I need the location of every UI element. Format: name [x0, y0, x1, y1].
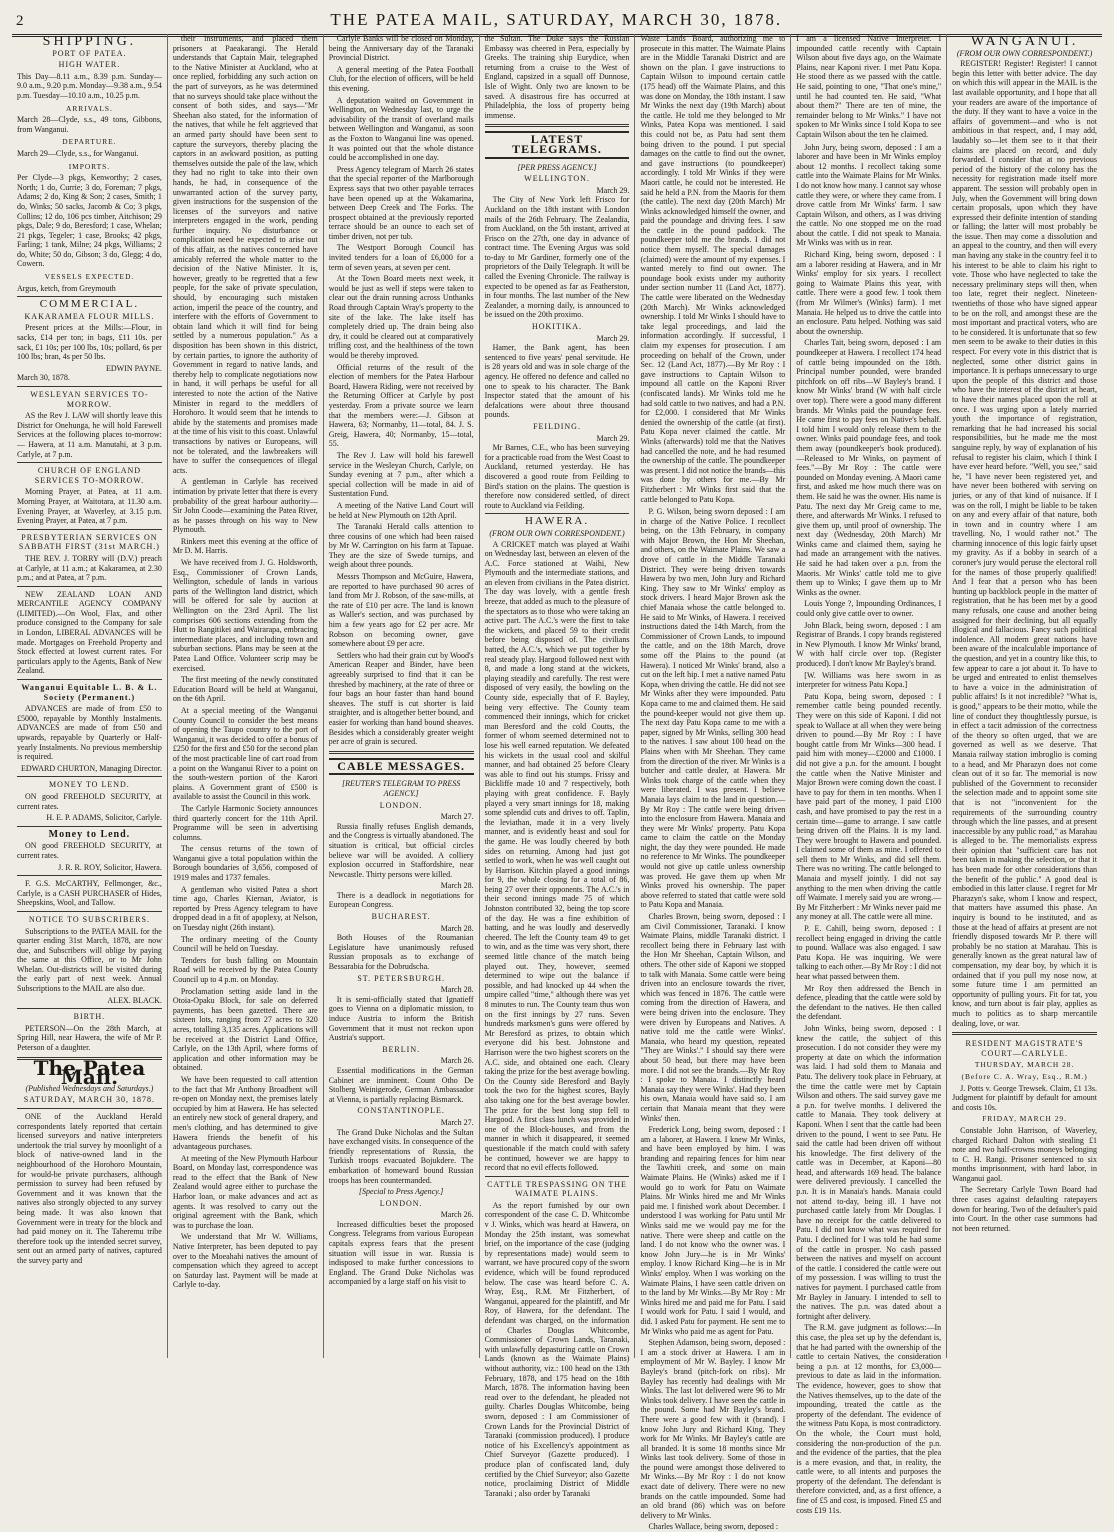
article: We have been requested to call attention to the fact that Mr Anthony Broadbent will re-open on Monday next, the premises lately occupied by him at Hawera. He has selected an entirely new stock of general drapery, and men's clothing, and has determined to give Hawera friends the benefit of his advantageous purchases. — [172, 1074, 318, 1152]
london-date: March 27. — [440, 812, 474, 822]
article: A general meeting of the Patea Football Club, for the election of officers, will be held this evening. — [328, 64, 474, 93]
flour-sign: EDWIN PAYNE. — [106, 363, 162, 373]
special-heading: [Special to Press Agency.] — [358, 1187, 444, 1197]
bucharest-body: Both Houses of the Roumanian Legislature have unanimously refused Russian proposals as to exchange of Bessarabia for the Dobrudscha. — [328, 933, 474, 972]
article: A gentleman who visited Patea a short time ago, Charles Kiernan, Aviator, is reported by Press Agency telegram to have dropped dead in a fit of apoplexy, at Nelson, on Tuesday night (26th instant). — [172, 884, 318, 933]
divider — [17, 462, 162, 463]
money-heading: MONEY TO LEND. — [49, 780, 130, 790]
mccarthy-ad: F. G.S. McCARTHY, Fellmonger, &c., Carlyle, is a CASH PURCHASER of Hides, Sheepskins, Wool, and Tallow. — [17, 879, 162, 908]
article: Carlyle Banks will be closed on Monday, being the Anniversary day of the Taranaki Provincial District. — [328, 34, 474, 63]
notice-sign: ALEX. BLACK. — [107, 995, 162, 1005]
article: the Sultan. The Duke says the Russian Embassy was cheered in Pera, especially by Greeks. The training ship Eurydice, when returning from a cruise to the West of England, capsized in a squall off Dunnose, Isle of Wight. Only two are known to be saved. A disastrous fire has occurred at Philadelphia, the loss of property being immense. — [484, 34, 630, 120]
hawera-body: A CRICKET match was played at Waihi on Wednesday last, between an eleven of the A.C. Force stationed at Waihi, New Plymouth and the intermediate stations, and an eleven from civilians in the Patea district. The day was lovely, with a gentle fresh breeze, that added as much to the pleasure of the spectators as to those who were taking an active part. The A.C.'s were the first to take the wickets, and placed 59 to their credit before being disposed of. The civilians batted, the A.C.'s, which we put together by real steady play. Hargood followed next with 8, and made a long stand at the wickets, playing steadily and carefully. The rest were disposed of very easily, the bowling on the County side, especially that of F. Bayley, being very effective. The County team commenced their innings, which for cricket man Beresford and the cold Coutts, the former of whom seemed determined not to lose his well earned reputation. We defeated his wickets in the usual cool and skilful manner, and had obtained 25 before Cleary was able to find out his stumps. Frissy and Bickliffe made 10 and 7 respectively, both playing with great confidence. F. Bayly played a very smart innings for 18, making some splendid cuts and drives to off. Taplin, the leviathan, made it in a very lively manner, and is evidently beast and soul for the game. He was loudly cheered by both sides on returning. Among had just got settled to work, when he was well caught out by Harrison. Kitchin played a good innings for 9, the whole closing for a total of 86, being 27 over their opponents. The A.C.'s in their second innings made 75 of which Johnston contributed 32, being the top score of the day. He was a fine exhibition of batting, and he was loudly and deservedly cheered. The left the County team 49 to get to win, and as the time was very short, there seemed little chance of the match being played out. They, however, seemed determined to wipe out the balance if possible, and had knocked up 44 when the umpire called "time," although there was yet 8 minutes to run. The County team thus won on the first innings by 27 runs. Seven hundreds marksmen's guns were offered by Mr Beresford as prizes, to obtain which everyone did his best. Johnstone and Harrison were the two highest scorers on the A.C. side, and obtained one each. Cleary taking the prize for the best average bowling. On the County side Beresford and Bayly took the two for the highest scores, Bayly also taking one for the best average bowler. The prize for the best long stop fell to Hargood. A first class lunch was provided in one of the Block-houses, and from the manner in which it disappeared, it seemed questionable if the match could with safety be continued, however we are happy to record that no evil effects followed. — [484, 539, 630, 1173]
article: The Taranaki Herald calls attention to three cousins of one which had been raised by Mr W. Carrington on his farm at Tapuae. They are the size of Swede turnips, and weigh about three pounds. — [328, 522, 474, 570]
rm-heading: RESIDENT MAGISTRATE'S COURT—CARLYLE. — [965, 1039, 1084, 1058]
rm-case3: The Secretary Carlyle Town Board had three cases against defaulting ratepayers down for hearing. Two of the defaulter's paid into Court. In the other case summons had not been returned. — [952, 1185, 1098, 1233]
stp-date: March 28. — [440, 985, 474, 995]
cable-heading: CABLE MESSAGES. — [329, 758, 474, 776]
article: The R.M. gave judgment as follows:—In this case, the plea set up by the defendant is, that he had parted with the ownership of the cattle to certain Natives, the consideration being a p.n. at 12 months, for £3,000—previous to date as laid in the information. The evidence, however, goes to show that the Natives themselves, up to the date of the impounding, treated the cattle as the property of the defendant. The evidence of the witness Patu Kopa, is most contradictory. On the whole, the Court must hold, considering the non-production of the p.n. and the evidence of the parties, that the plea is a mere evasion, and that, in reality, the cattle were, to all intents and purposes the property of the defendant. The defendant is therefore convicted, and, as a first offence, a fine of £5 and cost, is imposed. Fined £5 and costs £19 11s. — [796, 1323, 942, 1515]
wellington-body: The City of New York left Frisco for Auckland on the 18th instant with London mails of the 26th February. The Zealandia, from Auckland, on the 5th instant, arrived at Frisco on the 27th, one day in advance of contract time. The Evening Argus was sold to-day to Mr Gardiner, formerly one of the proprietors of the Daily Telegraph. It will be called the Evening Chronicle. The railway is expected to be opened as far as Featherston, in four months. The last number of the New Zealander, a morning daily, is announced to be issued on the 20th proximo. — [484, 195, 630, 320]
column-6 — [791, 34, 947, 1515]
article: The ordinary meeting of the County Council will be held on Tuesday. — [172, 934, 318, 954]
page-number: 2 — [16, 13, 25, 29]
money2-body: ON good FREEHOLD SECURITY, at current rates. — [17, 841, 162, 860]
column-3 — [324, 34, 480, 1358]
shipping-heading: SHIPPING. — [42, 34, 137, 49]
wanganui-subtitle: (FROM OUR OWN CORRESPONDENT.) — [956, 48, 1093, 58]
article: P. G. Wilson, being sworn deposed : I am in charge of the Native Police. I recollect being, on the 13th February, in company with Major Brown, the Hon Mr Sheehan, and others, on the Waimate Plains. We saw a drove of cattle in the Middle Taranaki District. They were being driven towards Hawera by two men, John Jury and Richard King. They saw to Mr Winks' employ as stock drivers. I heard Major Brown ask the chief Manaia whose the cattle belonged to. He said to Mr Winks, of Hawera. I received instructions dated the 14th March, from the Commissioner of Crown Lands, to impound the cattle, and on the 18th March, drove some off the Plains to the pound (at Hawera). I noticed Mr Winks' brand, also a cut on the left hip. I met a native named Patu Kopa, when driving the cattle. He did not see Mr Winks after they were impounded. Patu Kopa came to me and claimed them. He said the pound-keeper would not give them up. The next day Patu Kopa came to me with a paper, signed by Mr Winks, selling 300 head to the natives. I saw about 100 head on the Plains when with Mr Sheehan. They came from the direction of the river. Mr Winks is a butcher and cattle dealer, at Hawera. Mr Winks took charge of the cattle when they were liberated. I was present. I believe Manaia lays claim to the land in question.—By Mr Roy : The cattle were being driven into the enclosure from Hawera. Manaia and they were Mr Winks' property. Patu Kopa came to claim the cattle on the Monday night, the day they were pounded. He made no reference to Mr Winks. The poundkeeper would not give up cattle unless ownership was proved. He gave them up when Mr Winks proved his ownership. The paper above referred to stated that cattle were sold to Patu Kopa and Manaia. — [640, 507, 786, 910]
hokitika-body: Hamer, the Bank agent, has been sentenced to five years' penal servitude. He is 28 years old and was in sole charge of the agency. He offered no defence and called no one to speak to his character. The Bank Inspector stated that the amount of his defalcations were about three thousand pounds. — [484, 343, 630, 420]
article: Frederick Long, being sworn, deposed : I am a laborer, at Hawera. I knew Mr Winks, and have been employed by him. I was branding and repairing fences for him near the Tawhiti creek, and some on main Waimate Plains. He (Winks) asked me if I would go to work for Patu on Waimate Plains. Mr Winks hired me and Mr Winks paid me. I finished work about December. I understood I was working for Patu until Mr Winks said me we would pay me for the native. There were sheep and cattle on the land. I do not know who the owner was. I know John Jury—he is in Mr Winks' employ. I know Richard King—he is in Mr Winks' employ. When I was working on the Waimate Plains, I have seen cattle driven on to the land by Mr Winks.—By Mr Roy : Mr Winks hired me and paid me for Patu. I said I would work for Patu. I said I would, and did. I asked Patu for payment. He sent me to Mr Winks who paid me as agent for Patu. — [640, 1125, 786, 1336]
tides: This Day—8.11 a.m., 8.39 p.m. Sunday—9.0 a.m., 9.20 p.m. Monday—9.38 a.m., 9.54 p.m. Tuesday—10.10 a.m., 10.25 p.m. — [17, 71, 162, 100]
flour-date: March 30, 1878. — [17, 373, 70, 383]
money-sign: H. E. P. ADAMS, Solicitor, Carlyle. — [46, 813, 162, 823]
cattle-heading: CATTLE TRESPASSING ON THE WAIMATE PLAINS. — [487, 1179, 627, 1199]
divider — [17, 875, 162, 876]
wesleyan-heading: WESLEYAN SERVICES TO-MORROW. — [30, 390, 149, 409]
berlin-date: March 26. — [440, 1056, 474, 1066]
article: Patu Kopa, being sworn, deposed : I remember cattle being pounded recently. They were on this side of Kaponi. I did not speak to Wallace at all when they were being driven to pound.—By Mr Roy : I have bought cattle from Mr Winks—300 head. I paid him with money—£2000 and £1000. I did not give a p.n. for the amount. I bought the cattle when the Native Minister and Major Brown were coming down the coast. I have to pay for them in ten months. When I have paid part of the money, I paid £100 cash, and have promised to pay the rest in a certain time—game to arrange. I saw cattle being driven off the Plains. It is my land. They were brought to Hawera and pounded. I claimed some of them as mine. I offered to sell them to Mr Winks, and did sell them. There was no writing. The cattle belonged to Manaia and myself jointly. I did not say anything to the men when driving the cattle off Waimate. I merely said you are wrong.—By Mr Fitzherbert : Mr Winks never paid me any money at all. The cattle were all mine. — [796, 691, 942, 922]
article: A meeting of the Native Land Court will be held at New Plymouth on 12th April. — [328, 500, 474, 520]
divider — [329, 751, 474, 754]
wang-society-sign: EDWARD CHURTON, Managing Director. — [20, 763, 162, 773]
article: Proclamation setting aside land in the Otoia-Opaku Block, for sale on deferred payments, has been gazetted. There are sixteen lots, ranging from 27 acres to 320 acres, totalling 3,135 acres. Applications will be received at the District Land Office, Carlyle, on the 13th April, where forms of application and other information may be obtained. — [172, 986, 318, 1073]
article: their instruments, and placed them prisoners at Paeakarangi. The Herald understands that Captain Mair, telegraphed to the Native Minister at Auckland, who at once replied, forbidding any such action on the part of surveyors, as he was determined that no surveys should take place without the consent of both sides, and says—"Mr Sheehan also stated, for the information of the natives, that while he felt aggrieved that an armed party should have been sent to capture the surveyors, thereby placing the captors in an awkward position, as putting themselves outside the pale of the law, which they had no right to take into their own hands, he had, in consequence of the unwarranted action of the survey party, given instructions for the suspension of the licenses of the surveyors and native interpreters engaged in the work, pending further inquiry. No disturbance or complication need be expected to arise out of this affair, as the natives concerned have amicably referred the whole matter to the decision of the Native Minister. It is, however, greatly to be regretted that a few people, for the sake of private speculation, should, by encouraging such mistaken action, imperil the peace of the country, and interfere with the efforts of Government to obtain land which it will find for being settled by a numerous population." As a disposition has been shown in this district, by certain parties, to ignore the authority of Government in regard to native lands, and thereby help to complicate negotiations now in hand, it will perhaps be useful for all interested to note the action of the Native Minister in regard to the meddlers of Horohoro. It would seem that he intends to abide by the statements and promises made at the time of his visit to this coast. Unlawful transactions by natives or Europeans, will not be tolerated, and the lawbreakers will have to suffer the consequences of illegal acts. — [172, 34, 318, 475]
departure-heading: DEPARTURE. — [62, 137, 117, 147]
bucharest-heading: BUCHAREST. — [371, 912, 431, 922]
money2-heading: Money to Lend. — [48, 828, 131, 840]
article: P. E. Cahill, being sworn, deposed : I recollect being engaged in driving the cattle to pound. Wallace was also engaged. I saw Patu Kopa. He was inquiring. We were talking to each other.—By Mr Roy : I did not hear what passed between them. — [796, 924, 942, 981]
wanganui-body: REGISTER! Register! Register! I cannot begin this letter with better advice. The day on which this will appear in the MAIL is the last available opportunity, and I hope that all your readers are aware of the importance of the duty. If they want to have a voice in the affairs of government—and who is not ambitious in that respect, and, I may add, laudably so—let them see to it that their claims are placed on record, and duly forwarded. I consider that at no previous period of the history of the colony has the necessity for registration made itself more apparent. The session will probably open in July, when the Government will bring down certain proposals, upon which they have expressed their definite intention of standing or falling; the latter will most probably be the issue. Then may come a dissolution and an appeal to the country, and then will every man having any stake in the country feel it to his interest to be able to claim his right to vote. Those who have neglected to take the necessary preliminary steps will then, when too late, regret their neglect. Nineteen-twentieths of those who have signed appear to be on the roll, and amongst these are the most important and practical voters, who are to be considered. It is unfortunate that so few men seem to be awake to their duties in this respect. For every vote in this district that is neglected, some other district gains in importance. It is perhaps unnecessary to urge upon the people of this district and those who have the interest of the district at heart, to have their names placed upon the roll at once. I was urging upon a lately married youth the importance of registration, remarking that he had increased his social responsibilities, but he made me the most sanguine reply, by way of explanation of his refusal to register his claim, which I think I have ever heard before. "Well, you see," said he, "I have never been registered yet, and have never been bothered with serving on juries, or any of that kind of nuisance. If I was on the roll, I might be liable to be taken on any and every affair of that nature, both in town and in country where I am travelling. No, I would rather not." The charming innocence of this logic fairly upset my gravity. As if a bobby in search of a coroner's jury would peruse the electoral roll for the names of those properly qualified! And I fear that a person who has been hunting up backblock people in the matter of registration, that he has been met by a good many refusals, one cause and another being assigned for their declining, but all equally illogical and fallacious. Fancy such political indolence. All modern great nations have been aware of the incalculable importance of the question, and yet in a country like this, to few appear to care a jot about it. To have to be urged and entreated to enlist themselves to have a voice in the administration of public affairs! Is it not incredible? "What is, is good," appears to be their motto, while the line of conduct they thoughtlessly pursue, is in effect a tacit admission of the correctness of the theory so often urged, that we are governed as well as we deserve. That Manaia railway station imbroglio is coming to a head, and Mr Pharazyn does not come clean out of it so far. The memorial is now published of the Government to reconsider the selection made and to appoint some site that is not "inconvenient for the requirements of the surrounding country through which the line passes, and at present inaccessible by any public road," as Marahau is alleged to be. The memorialists express their opinion that "sufficient care has not been taken in making the selection, or that it has been made for other considerations than the benefit of the public." A good deal is embodied in this latter clause. I regret for Mr Pharazyn's sake, whom I know and respect, that matters have assumed this phase. An inquiry is bound to be instituted, and as those at the head of affairs at present are not friendly disposed towards Mr P. there will probably be no station at Marahau. This is generally known as the great natural law of compensation, my dear boy, by which it is ordained that if you pull my nose now, at some future time I am permitted an opportunity of pulling yours. Fit for tat, you know, and turn about is fair play, applies as much to politics as to sharp mercantile dealing, love, or war. — [952, 59, 1098, 1028]
high-water-heading: HIGH WATER. — [58, 60, 121, 70]
feilding-date: March 29. — [596, 433, 630, 443]
feilding-heading: FEILDING. — [533, 421, 581, 431]
london3-body: Increased difficulties beset the proposed Congress. Telegrams from various European capitals express fears that the present situation will issue in war. Russia is indisposed to make further concessions to England. The Grand Duke Nicholas was accompanied by a large staff on his visit to — [328, 1219, 474, 1287]
divider — [17, 1108, 162, 1109]
nz-loan-ad: NEW ZEALAND LOAN AND MERCANTILE AGENCY COMPANY (LIMITED).—On Wool, Flax, and other produce consigned to the Company for sale in London, LIBERAL ADVANCES will be made. Mortgages on Freehold Property and Stock effected at lowest current rates. For particulars apply to the Agents, Bank of New Zealand. — [17, 589, 162, 676]
article: Charles Brown, being sworn, deposed : I am Civil Commissioner, Taranaki. I know Waimate Plains, middle Taranaki district. I recollect being there in February last with the Hon Mr Sheehan, Captain Wilson, and others. The other side of Kaponi we stopped to talk with Manaia. Some cattle were being driven into an enclosure towards the river, which was fenced in 1876. The cattle were coming from the direction of Hawera, and were being driven into the enclosure. They were driven by Europeans and Natives. A native told me the cattle were Winks'. Manaia, who heard my question, repeated "They are Winks'." I should say there were about 50 head, but there may have been more. I did not see the brands.—By Mr Roy : I spoke to Manaia. I distinctly heard Manaia say they were Winks'. Had they been his own, Manaia would have said so. I am certain that Manaia meant that they were Winks' then. — [640, 912, 786, 1123]
article: Louis Yonge ?, Impounding Ordinances, I could only give cattle over to owner. — [796, 599, 942, 619]
article: At the Town Board meets next week, it would be just as well if steps were taken to clear out the drain running across Unthanks Road through Captain Wray's property to the site of the lake. The lake itself has completely dried up. The drain being also dry, it could be cleared out at comparatively trifling cost, and the healthiness of the town would be thereby improved. — [328, 274, 474, 360]
divider — [17, 586, 162, 587]
const-body: The Grand Duke Nicholas and the Sultan have exchanged visits. In consequence of the friendly representations of Russia, the Turkish troops evacuated Bojukdere. The embarkation of homeward bound Russian troops has been countermanded. — [328, 1127, 474, 1185]
divider — [485, 513, 630, 514]
commercial-heading: COMMERCIAL. — [39, 298, 140, 311]
london3-date: March 26. — [440, 1210, 474, 1220]
london-heading: LONDON. — [379, 800, 423, 810]
article: Settlers who had their grain cut by Wood's American Reaper and Binder, have been agreeably surprised to find that it can be threshed by machinery, at the rate of three or four bags an hour faster than hand bound sheaves. The stuff is cut shorter is laid straighter, and is altogether better bound, and easier for working than hand bound sheaves. Besides which a considerably greater weight per acre of grain is secured. — [328, 650, 474, 747]
rm-case2: Constable John Harrison, of Waverley, charged Richard Dalton with stealing £1 note and two half-crowns moneys belonging to C. H. Rangi. Prisoner sentenced to six months imprisonment, with hard labor, in Wanganui gaol. — [952, 1125, 1098, 1183]
paper-name: The Patea Mail. — [33, 1055, 146, 1090]
divider — [17, 826, 162, 827]
london3-heading: LONDON. — [379, 1198, 423, 1208]
flour-heading: KAKARAMEA FLOUR MILLS. — [24, 311, 155, 321]
feilding-body: Mr Barnes, C.E., who has been surveying for a practicable road from the West Coast to Auckland, returned yesterday. He has discovered a good route from Feilding to Bird's station on the plains. The question is therefore now considered settled, of direct route to Auckland via Feilding. — [484, 443, 630, 510]
cattle-body: As the report furnished by our own correspondent of the case C. D. Whitcombe v J. Winks, which was heard at Hawera, on Monday the 25th instant, was somewhat brief, on the importance of the case (judging by representations made) would seem to warrant, we have procured copy of the sworn evidence, which will be found reproduced below. The case was heard before C. A. Wray, Esq., R.M. Mr Fitzherbert, of Wanganui, appeared for the plaintiff, and Mr Roy, of Hawera, for the defendant. The defendant was charged, on the information of Charles Douglas Whitcombe, Commissioner of Crown Lands, Taranaki, with unlawfully depasturing cattle on Crown Lands (known as the Waimate Plains) without authority, viz.: 100 head on the 13th February, 1878, and 175 head on the 18th March, 1878. The information having been read over to the defendant, he pleaded not guilty. Charles Douglas Whitcombe, being sworn, deposed : I am Commissioner of Crown Lands for the Provincial District of Taranaki (commission produced). I produce notice of his Excellency's appointment as Chief Surveyor (Gazette produced). I produce plan of confiscated land, duly certified by the Chief Surveyor; also Gazette notice, proclaiming District of Middle Taranaki ; also order by Taranaki — [484, 1200, 630, 1498]
notice-body: Subscriptions to the PATEA MAIL for the quarter ending 31st March, 1878, are now due, and Subscribers will oblige by paying the same at this Office, or to Mr John Whelan. Out-districts will be visited during the early part of next week. Annual Subscriptions to the MAIL are also due. — [17, 926, 162, 994]
wang-society-heading: Wanganui Equitable L. B. & L. Society (Permanent.) — [21, 683, 158, 702]
article: Tenders for bush falling on Mountain Road will be received by the Patea County Council up to 4 p.m. on Monday. — [172, 955, 318, 984]
wanganui-heading: WANGANUI. — [970, 34, 1079, 49]
article: Press Agency telegram of March 26 states that the special reporter of the Marlborough Express says that two other payable terraces have been opened up at the Wakamarina, between Deep Creek and The Forks. The prospect obtained at the previously reported terrace should be an ounce to each set of timber driven, not per tub. — [328, 164, 474, 241]
divider — [17, 386, 162, 387]
rm-case1: J. Potts v. George Trewsek. Claim, £1 13s. Judgment for plaintiff by default for amount and costs 10s. — [952, 1083, 1098, 1112]
wesleyan-body: AS the Rev J. LAW will shortly leave this District for Onehunga, he will hold Farewell Services at the following places to-morrow:— Hawera, at 11 a.m. Manutahi, at 3 p.m. Carlyle, at 7 p.m. — [17, 411, 162, 459]
london2-body: There is a deadlock in negotiations for European Congress. — [328, 890, 474, 910]
paper-subtitle: (Published Wednesdays and Saturdays.) — [25, 1083, 154, 1093]
article: Mr Roy then addressed the Bench in defence, pleading that the cattle were sold by the defendant to the natives. He then called the defendant. — [796, 983, 942, 1022]
arrivals: March 28—Clyde, s.s., 49 tons, Gibbons, from Wanganui. — [17, 115, 162, 134]
divider — [952, 1032, 1097, 1035]
imports: Per Clyde—3 pkgs, Kenworthy; 2 cases, North; 1 do, Currie; 3 do, Foreman; 7 pkgs, Adams; 2 do, King & Son; 2 cases, Smith; 1 do, Winks; 50 sacks, Jacomb & Co; 3 pkgs, Collins; 12 do, 106 pcs timber, Aitchison; 29 pkgs, Dale; 9 do, Beresford; 1 case, Whelan; 21 pkgs, Tegeler; 1 case, Brooks; 42 pkgs, Farling; 1 tank, Milne; 24 pkgs, Williams; 2 do, White; 50 do, Gibson; 3 do, Glegg; 4 do, Cowern. — [17, 173, 162, 269]
presby-body: THE REV. J. TORRY will (D.V.) preach at Carlyle, at 11 a.m.; at Kakaramea, at 2.30 p.m.; and at Patea, at 7 p.m. — [17, 553, 162, 583]
cable-subtitle: [REUTER'S TELEGRAM TO PRESS AGENCY.] — [342, 779, 461, 798]
const-heading: CONSTANTINOPLE. — [357, 1106, 445, 1116]
wang-society-body: ADVANCES are made of from £50 to £5000, repayable by Monthly Instalments. ADVANCES are made of from £50 and upwards, repayable by Quarterly or Half-yearly Instalments. No previous membership is required. — [17, 704, 162, 762]
arrivals-heading: ARRIVALS. — [66, 103, 113, 113]
wellington-heading: WELLINGTON. — [524, 174, 590, 184]
divider — [485, 124, 630, 127]
divider — [17, 296, 162, 297]
berlin-heading: BERLIN. — [382, 1044, 421, 1054]
birth-body: PETERSON—On the 28th March, at Spring Hill, near Hawera, the wife of Mr P. Peterson of a daughter. — [17, 1023, 162, 1053]
masthead-title: THE PATEA MAIL, SATURDAY, MARCH 30, 1878. — [330, 10, 783, 29]
article: A deputation waited on Government in Wellington, on Wednesday last, to urge the advisability of the transit of overland mails between Wellington and Wanganui, as soon as the Foxton to Wanganui line was opened. It was pointed out that the whole distance could be accomplished in one day. — [328, 95, 474, 163]
vessels-heading: VESSELS EXPECTED. — [44, 272, 135, 282]
birth-heading: BIRTH. — [73, 1012, 106, 1022]
const-date: March 27. — [440, 1117, 474, 1127]
stp-body: It is semi-officially stated that Ignatieff goes to Vienna on a diplomatic mission, to induce Austria to inform the British Government that it must not reckon upon Austria's support. — [328, 994, 474, 1043]
article: A gentleman in Carlyle has received intimation by private letter that there is every probability of the great harbour authority—Sir John Coode—examining the Patea River, as he passes through on his way to New Plymouth. — [172, 477, 318, 535]
column-1 — [12, 34, 168, 1358]
divider — [17, 529, 162, 530]
editorial: ONE of the Auckland Herald correspondents lately reported that certain licensed surveyors and native interpreters undertook the trial survey by moonlight of a block of native-owned land in the neighbourhood of the Horohoro Mountain, for would-be private purchasers, although permission to survey had been refused by Government and it was known that the natives also strongly objected to any survey being made. It was also known that Government were in treaty for the block and had paid money on it. The Taheremu tribe therefore took up the intended secret survey, sent out an armed party of natives, captured the survey party and — [17, 1112, 162, 1265]
rm-date1: THURSDAY, MARCH 28. — [974, 1060, 1075, 1070]
bucharest-date: March 28. — [440, 923, 474, 933]
article: [W. Williams was here sworn in as interpreter for witness Patu Kopa.] — [796, 670, 942, 690]
hawera-subtitle: (FROM OUR OWN CORRESPONDENT.) — [489, 528, 625, 538]
column-5 — [635, 34, 791, 1532]
article: We have received from J. G. Holdsworth, Esq., Commissioner of Crown Lands, Wellington, schedule of lands in various parts of the Wellington land district, which will be offered for sale by auction at Wellington on the 23rd April. The list comprises 606 sections extending from the Hutt to Rangitikei and Wairarapa, embracing intermediate places, and including town and suburban sections. Plans may be seen at the Patea Land Office. Volunteer scrip may be exercised. — [172, 558, 318, 673]
article: Waste Lands Board, authorizing me to prosecute in this matter. The Waimate Plains are in the Middle Taranaki District and are shown on the plan. I gave instructions to Captain Wilson to impound certain cattle (175 head) off the Waimate Plains, and this was done on Monday, the 18th instant. I saw Mr Winks the next day (19th March) about the cattle. He told me they belonged to Mr Winks, Patea Kopa was mentioned. I said this could not be, as Patu had sent them boing driven to the pound. I put special damages on the cattle to find out the owner, and gave instructions (to poundkeeper) accordingly. I told Mr Winks if they were Maori cattle, he could not be interested. He said he held a P.N. from the Maoris for them (the cattle). The next day (20th March) Mr Winks acknowledged himself the owner, and paid the poundage and driving fees. I saw the cattle in the pound paddock. The poundkeeper told me the brands. I did not notice them myself. The special damages (claimed) were the amount of my expenses. I wanted merely to find out owner. The poundage book exists under my authority under section number 11 (Land Act, 1877). The cattle were liberated on the Wednesday (20th March). Mr Winks acknowledged ownership. I told Mr Winks I should have to take legal proceedings, and laid the information accordingly. If successful, I claim my expenses for prosecution. I am proceeding on behalf of the Crown, under Sec. 12 (Land Act, 1877).—By Mr Roy : I gave instructions to Captain Wilson to impound all cattle on the Kaponi River (confiscated lands). Mr Winks told me he had sold cattle to two natives, and had a P.N. for £2,000. I considered that Mr Winks denied the ownership of the cattle (at first). Patu Kopa never claimed the cattle. Mr Winks (afterwards) told me that the Natives had cancelled the note, and he had resumed the ownership of the cattle. The poundkeeper was present. I did not notice the brands—this was done by others for me.—By Mr Fitzherbert : Mr Winks first said that the cattle belonged to Patu Kopa. — [640, 34, 786, 504]
stp-heading: ST. PETERSBURGH. — [357, 973, 445, 983]
article: I am a licensed Native Interpreter. I impounded cattle recently with Captain Wilson about five days ago, on the Waimate Plains, near Kaponi river. I met Patu Kopa. He stood there as we passed with the cattle. He said, pointing to one, "That one's mine," until he had counted ten. He said, "What about them?" There are ten of mine, the remainder belong to Mr Winks." I have not spoken to Mr Winks since I told Kopa to see Captain Wilson about the ten he claimed. — [796, 34, 942, 139]
hokitika-date: March 29. — [596, 333, 630, 343]
article: We understand that Mr W. Williams, Native Interpreter, has been deputed to pay over to the Moeahahi natives the amount of compensation which they agreed to accept on Saturday last. Payment will be made at Carlyle to-day. — [172, 1232, 318, 1290]
article: Messrs Thompson and McGuire, Hawera, are reported to have purchased 90 acres of land from Mr J. Robson, of the saw-mills, at the rate of £10 per acre. The land is known as Waller's section, and was purchased by him a few years ago for £2 per acre. Mr Robson on becoming owner, gave somewhere about £9 per acre. — [328, 572, 474, 649]
money-body: ON good FREEHOLD SECURITY, at current rates. — [17, 791, 162, 811]
vessels: Argus, ketch, from Greymouth — [17, 283, 116, 293]
hokitika-heading: HOKITIKA. — [531, 322, 583, 332]
london2-date: March 28. — [440, 881, 474, 891]
notice-heading: NOTICE TO SUBSCRIBERS. — [28, 914, 150, 924]
article: The Rev J. Law will hold his farewell service in the Wesleyan Church, Carlyle, on Sunday evening at 7 p.m., after which a special collection will be made in aid of Sustentation Fund. — [328, 450, 474, 499]
article: At meeting of the New Plymouth Harbour Board, on Monday last, correspondence was read to the effect that the Bank of New Zealand would agree either to purchase the Harbor loan, or make advances and act as agents. It was resolved to carry out the original agreement with the Bank, which was to purchase the loan. — [172, 1153, 318, 1230]
columns — [12, 34, 1102, 1532]
port-heading: PORT OF PATEA. — [52, 48, 127, 58]
article: John Jury, being sworn, deposed : I am a laborer and have been in Mr Winks employ about 12 months. I recollect taking some cattle into the Waimate Plains for Mr Winks. I do not know how many. I cannot say whose cattle they were, or where they came from. I drove cattle from Mr Winks' farm. I saw Captain Wilson, and others, as I was driving the cattle. No one stopped me on the road about the cattle. I did not speak to Manaia. Mr Winks was with us in rear. — [796, 142, 942, 248]
column-2 — [168, 34, 324, 1358]
presby-heading: PRESBYTERIAN SERVICES ON SABBATH FIRST (31st MARCH.) — [18, 532, 160, 552]
article: Charles Wallace, being sworn, deposed : — [648, 1522, 779, 1532]
flour-body: Present prices at the Mills:—Flour, in sacks, £14 per ton; in bags, £11 10s. per sack, £1 10s; per 100 lbs, 10s; pollard, 6s per 100 lbs; bran, 4s per 50 lbs. — [17, 323, 162, 362]
divider — [17, 679, 162, 680]
divider — [17, 1008, 162, 1009]
rm-before: (Before C. A. Wray, Esq., R.M.) — [961, 1071, 1088, 1081]
imports-heading: IMPORTS. — [68, 161, 111, 171]
article: At a special meeting of the Wanganui County Council to consider the best means of opening the Taupo country to the port of Wanganui, it was decided to offer a bonus of £250 for the first and £50 for the second plan of the most practicable line of cart road from a point on the Wanganui River to a point on the south-western portion of the Karori plains. A Government grant of £500 is available to assist the Council in this work. — [172, 705, 318, 802]
divider — [485, 1176, 630, 1177]
column-7 — [947, 34, 1102, 1358]
paper-date: SATURDAY, MARCH 30, 1878. — [23, 1095, 156, 1105]
divider — [17, 776, 162, 777]
masthead — [12, 8, 1102, 37]
article: John Black, being sworn, deposed : I am Registrar of Brands. I copy brands registered in New Plymouth. I know Mr Winks' brand, W with half circle over top. (Register produced). I don't know Mr Bayley's brand. — [796, 620, 942, 668]
article: The first meeting of the newly constituted Education Board will be held at Wanganui, on the 6th April. — [172, 675, 318, 704]
divider — [17, 911, 162, 912]
article: The Carlyle Harmonic Society announces third quarterly concert for the 11th April. Programme will be seen in advertising columns. — [172, 803, 318, 842]
article: The Westport Borough Council has invited tenders for a loan of £6,000 for a term of seven years, at seven per cent. — [328, 243, 474, 272]
london-body: Russia finally refuses English demands, and the Congress is virtually abandoned. The situation is critical, but official circles believe war will be avoided. A colliery explosion occurred in Staffordshire, near Newcastle. Thirty persons were killed. — [328, 821, 474, 879]
wellington-date: March 29. — [596, 185, 630, 195]
article: Official returns of the result of the election of members for the Patea Harbour Board, Hawera Riding, were not received by the Returning Officer at Carlyle by post yesterday. From a private source we learn that the members were:—J. Gibson at Hawera, 63; Normanby, 11—total, 84. J. S. Greig, Hawera, 40; Normanby, 15—total, 55. — [328, 362, 474, 449]
column-4 — [480, 34, 636, 1498]
latest-subtitle: [PER PRESS AGENCY.] — [517, 162, 597, 172]
rm-date2: FRIDAY, MARCH 29. — [982, 1114, 1067, 1124]
church-heading: CHURCH OF ENGLAND SERVICES TO-MORROW. — [34, 466, 145, 485]
berlin-body: Essential modifications in the German Cabinet are imminent. Count Otho De Stolberg Weinigerode, German Ambassador at Vienna, is partially replacing Bismarck. — [328, 1065, 474, 1104]
article: Rinkers meet this evening at the office of Mr D. M. Harris. — [172, 536, 318, 556]
article: The census returns of the town of Wanganui give a total population within the Borough boundaries of 3,656, composed of 1919 males and 1737 females. — [172, 844, 318, 883]
church-body: Morning Prayer, at Patea, at 11 a.m. Morning Prayer, at Waitotara, at 11.30 a.m. Evening Prayer, at Waverley, at 3.15 p.m. Evening Prayer, at Patea, at 7 p.m. — [17, 487, 162, 526]
article: Stephen Adamson, being sworn, deposed : I am a stock driver at Hawera. I am in employment of Mr W. Bayley. I know Mr Bayley's brand (pitch-fork on ribs). Mr Bayley has recently had dealings with Mr Winks. The last lot delivered were 96 to Mr Winks took delivery. I have seen the cattle in the pound. Some had Mr Bayley's brand. There were a good few with it (brand). I know John Jury and Richard King. They work for Mr Winks. Mr Bayley's cattle are all branded. It is some 18 months since Mr Winks last took delivery. Some of those in the pound were amongst those delivered to Mr Winks.—By Mr Roy : I do not know exact date of delivery. There were no new brands on the cattle impounded. Some had an old brand (86) which was on before delivery to Mr Winks. — [640, 1338, 786, 1520]
money2-sign: J. R. R. ROY, Solicitor, Hawera. — [58, 862, 162, 872]
article: Charles Tait, being sworn, deposed : I am poundkeeper at Hawera. I recollect 174 head of cattle being impounded on the 18th. Principal number pounded, were branded pitchfork on off ribs—W Bayley's brand. I know Mr Winks' brand (W with half circle over top). There were a good many different brands. Mr Winks paid the poundage fees. He came first to pay fees on Native's behalf. I told him I would only release them to the owner. Winks paid poundage fees, and took them away (poundkeeper's book produced).—Released to Mr Winks, on payment of fees."—By Mr Roy : The cattle were pounded on Monday evening. A Maori came first, and asked me how much there was on them. He said he was the owner. His name is Patu. The next day Mr Greig came to me, there, and afterwards Mr Winks. I refused to give them up, until proof of ownership. The next day (Wednesday, 20th March) Mr Winks came and claimed them, saying he had made an arrangement with the natives. He said he had taken over a p.n. from the Maoris. Mr Winks' cattle told me to give them up to Winks; I gave them up to Mr Winks as the owner. — [796, 338, 942, 597]
departure: March 29—Clyde, s.s., for Wanganui. — [17, 148, 139, 158]
article: Richard King, being sworn, deposed : I am a laborer residing at Hawera, and in Mr Winks' employ for six years. I recollect going to Waimate Plains this year, with cattle. There were a good few. I took them (from Mr Wilmer's (Winks) farm). I met Manaia. He helped us to drive the cattle into an enclosure. Patu helped. Nothing was said about the ownership. — [796, 250, 942, 336]
latest-heading: LATEST TELEGRAMS. — [485, 131, 630, 158]
hawera-heading: HAWERA. — [524, 515, 590, 528]
article: John Winks, being sworn, deposed : I knew the cattle, the subject of this prosecution. I do not consider they were my property at date on which the information was laid. I had sold them to Manaia and Patu. The delivery took place in February, at the time the cattle were met by Captain Wilson and others. The said survey gave me a p.n. for twelve months. I delivered the cattle to Manaia. They took delivery at Kaponi. When I sent that the cattle had been driven to the pound, I went to see Patu. He said the cattle had been driven off without his knowledge. The first delivery of the cattle was in December, at Kaponi—80 head, and afterwards 169 head. The balance were delivered previously. I cancelled the p.n. It is in Manaia's hands. Manaia could not attend to-day, being ill. I have not purchased cattle lately from Mr Douglas. I have no receipt for the cattle delivered to Patu. I did not know what was required for Patu. I declined for I was told he had some of the cattle in prosper. No cash passed between the natives and myself on account of the cattle. I considered the cattle were out of my possession. I was willing to trust the natives for payment. I purchased cattle from Mr Bayley in January. I intended to sell to the natives. The p.n. was dated about a fortnight after delivery. — [796, 1023, 942, 1321]
